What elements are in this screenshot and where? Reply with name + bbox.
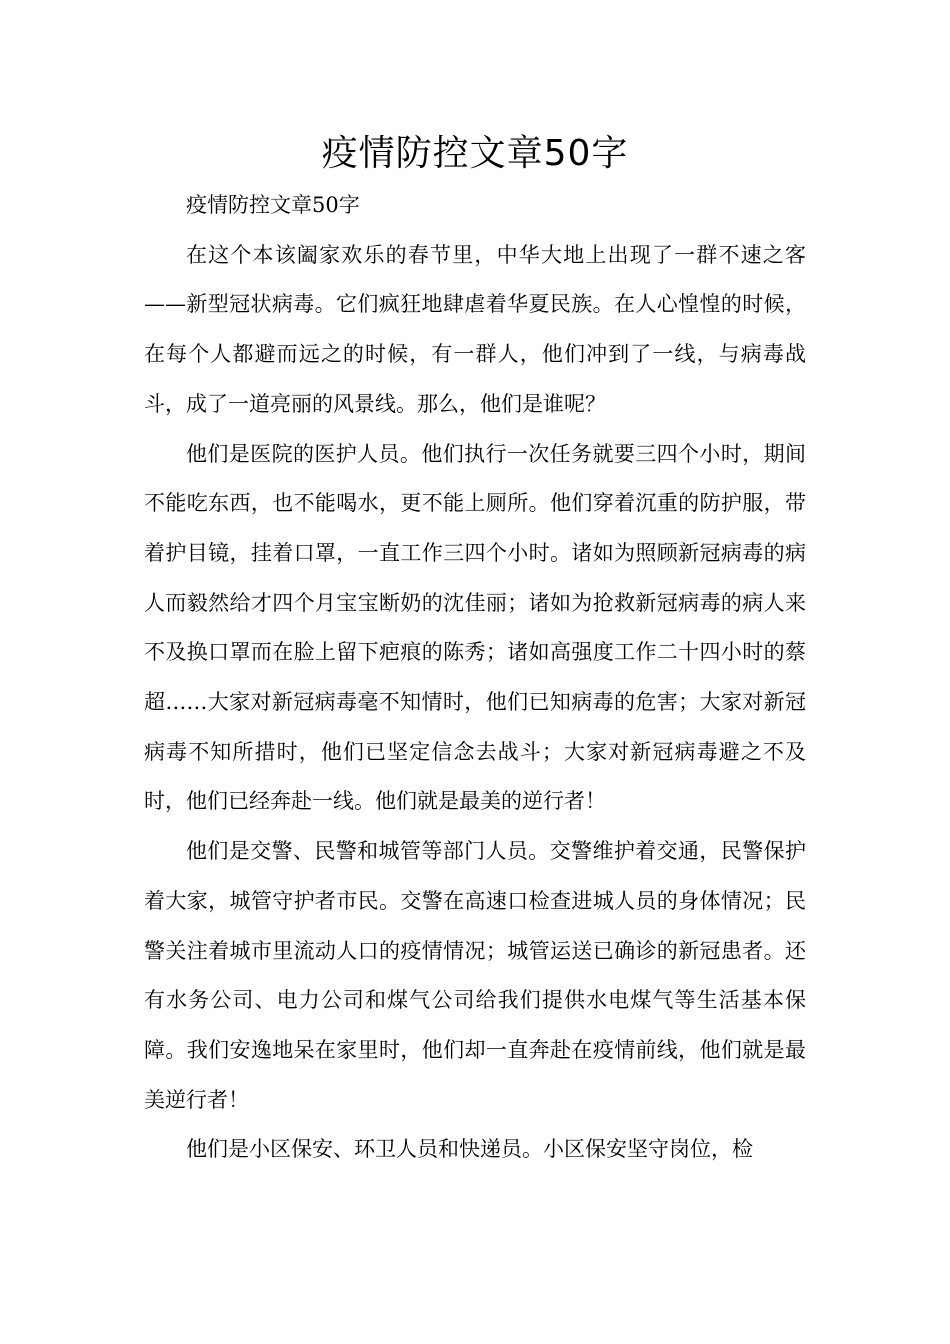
paragraph: 他们是交警、民警和城管等部门人员。交警维护着交通，民警保护着大家，城管守护者市民。交警在高速口检查进城人员的身体情况；民警关注着城市里流动人口的疫情情况；城管运送已确诊的新冠患者。还有水务公司、电力公司和煤气公司给我们提供水电煤气等生活基本保障。我们安逸地呆在家里时，他们却一直奔赴在疫情前线，他们就是最美逆行者！ — [144, 839, 806, 1112]
paragraph: 在这个本该阖家欢乐的春节里，中华大地上出现了一群不速之客——新型冠状病毒。它们疯狂地肆虐着华夏民族。在人心惶惶的时候，在每个人都避而远之的时候，有一群人，他们冲到了一线，与病毒战斗，成了一道亮丽的风景线。那么，他们是谁呢？ — [144, 242, 806, 416]
paragraph: 他们是医院的医护人员。他们执行一次任务就要三四个小时，期间不能吃东西，也不能喝水，更不能上厕所。他们穿着沉重的防护服，带着护目镜，挂着口罩，一直工作三四个小时。诸如为照顾新冠病毒的病人而毅然给才四个月宝宝断奶的沈佳丽；诸如为抢救新冠病毒的病人来不及换口罩而在脸上留下疤痕的陈秀；诸如高强度工作二十四小时的蔡超……大家对新冠病毒毫不知情时，他们已知病毒的危害；大家对新冠病毒不知所措时，他们已坚定信念去战斗；大家对新冠病毒避之不及时，他们已经奔赴一线。他们就是最美的逆行者！ — [144, 441, 806, 814]
paragraph-subtitle: 疫情防控文章50字 — [186, 193, 360, 217]
paragraph: 他们是小区保安、环卫人员和快递员。小区保安坚守岗位，检 — [186, 1137, 753, 1162]
document-body — [144, 181, 806, 1175]
document-title: 疫情防控文章50字 — [321, 133, 629, 174]
